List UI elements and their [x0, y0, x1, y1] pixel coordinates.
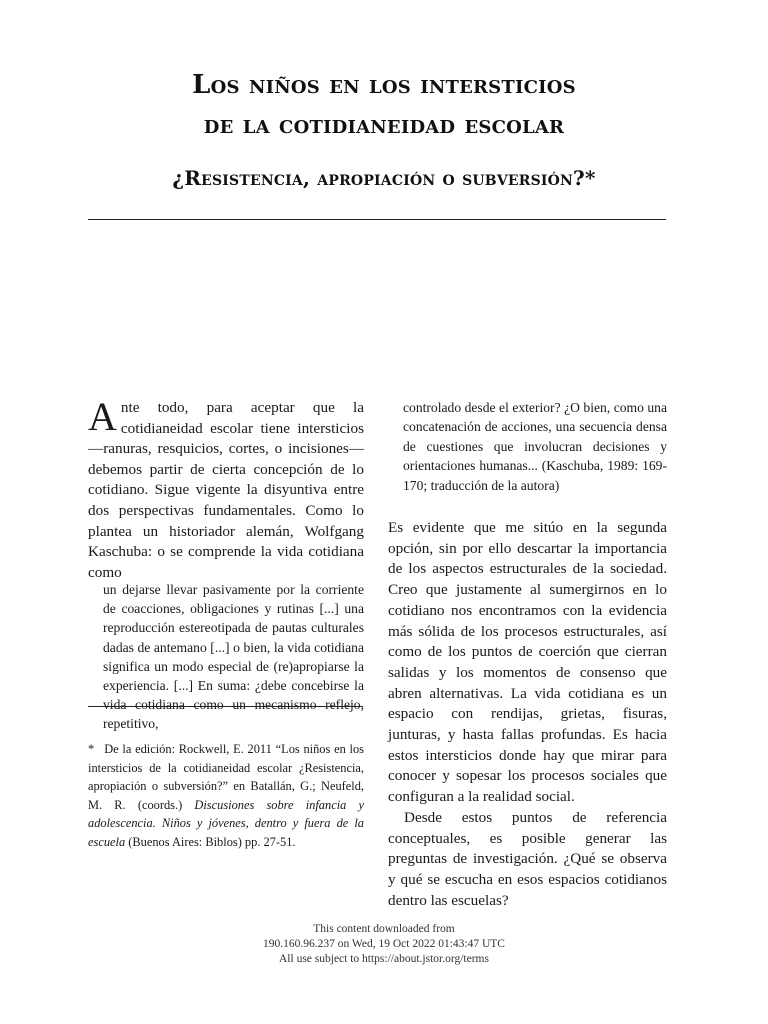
footnote: [88, 740, 364, 852]
left-body-text: nte todo, para aceptar que la cotidianeidad escolar tiene intersticios —ranuras, resquicios, cortes, o incisiones— debemos partir de cierta concepción de lo cotidiano. Sigue vigente la disyuntiva entre dos perspectivas fundamentales. Como lo plantea un historiador alemán, Wolfgang Kaschuba: o se comprende la vida cotidiana como: [88, 399, 364, 581]
block-quote-right-text: controlado desde el exterior? ¿O bien, como una concatenación de acciones, una secuencia densa de cuestiones que involucran decisiones y orientaciones humanas... (Kaschuba, 1989: 169-170; traducción de la autora): [403, 400, 667, 493]
right-paragraph-2: Desde estos puntos de referencia conceptuales, es posible generar las preguntas de investigación. ¿Qué se observa y qué se escucha en esos espacios cotidianos dentro las escuelas?: [388, 808, 667, 909]
article-subtitle: ¿Resistencia, apropiación o subversión?*: [172, 166, 596, 190]
block-quote-right: [403, 398, 667, 495]
left-body-paragraph: [88, 394, 364, 583]
article-title-line2: de la cotidianeidad escolar: [203, 110, 565, 140]
footnote-marker: *: [88, 742, 95, 756]
jstor-line-1: This content downloaded from: [313, 923, 455, 935]
block-quote-left: [103, 580, 364, 734]
footnote-text-b: (Buenos Aires: Biblos) pp. 27-51.: [125, 834, 296, 849]
footnote-text-a: De la edición: Rockwell, E. 2011 “Los niños en los intersticios de la cotidianeidad escolar ¿Resistencia, apropiación o subversión?” en Batallán, G.; Neufeld, M. R. (coords.): [88, 742, 364, 812]
article-title-line1: Los niños en los intersticios: [192, 70, 576, 100]
block-quote-left-text: un dejarse llevar pasivamente por la corriente de coacciones, obligaciones y rutinas [...] una reproducción estereotipada de pautas culturales dadas de antemano [...] o bien, la vida cotidiana significa un modo especial de (re)apropiarse la experiencia. [...] En suma: ¿debe concebirse la vida cotidiana como un mecanismo reflejo, repetitivo,: [103, 582, 364, 732]
right-body: [388, 518, 667, 911]
right-paragraph-1: Es evidente que me sitúo en la segunda opción, sin por ello descartar la importancia de los aspectos estructurales de la sociedad. Creo que justamente al sumergirnos en lo cotidiano nos encontramos con la evidencia más sólida de los procesos estructurales, así como de los puntos de coerción que cierran salidas y los momentos de consenso que abren alternativas. La vida cotidiana es un espacio con rendijas, grietas, fisuras, junturas, y hasta fallas profundas. Es hacia estos intersticios donde hay que mirar para conocer y sopesar los procesos sociales que configuran a la realidad social.: [388, 519, 667, 806]
jstor-line-2: 190.160.96.237 on Wed, 19 Oct 2022 01:43:47 UTC: [263, 938, 505, 950]
drop-cap: A: [88, 394, 117, 439]
jstor-download-notice: [0, 922, 768, 967]
title-divider: [88, 219, 666, 220]
footnote-divider: [88, 706, 363, 707]
jstor-line-3: All use subject to https://about.jstor.org/terms: [279, 953, 489, 965]
footnote-book-title: Discusiones sobre infancia y adolescencia. Niños y jóvenes, dentro y fuera de la escuela: [88, 797, 365, 849]
